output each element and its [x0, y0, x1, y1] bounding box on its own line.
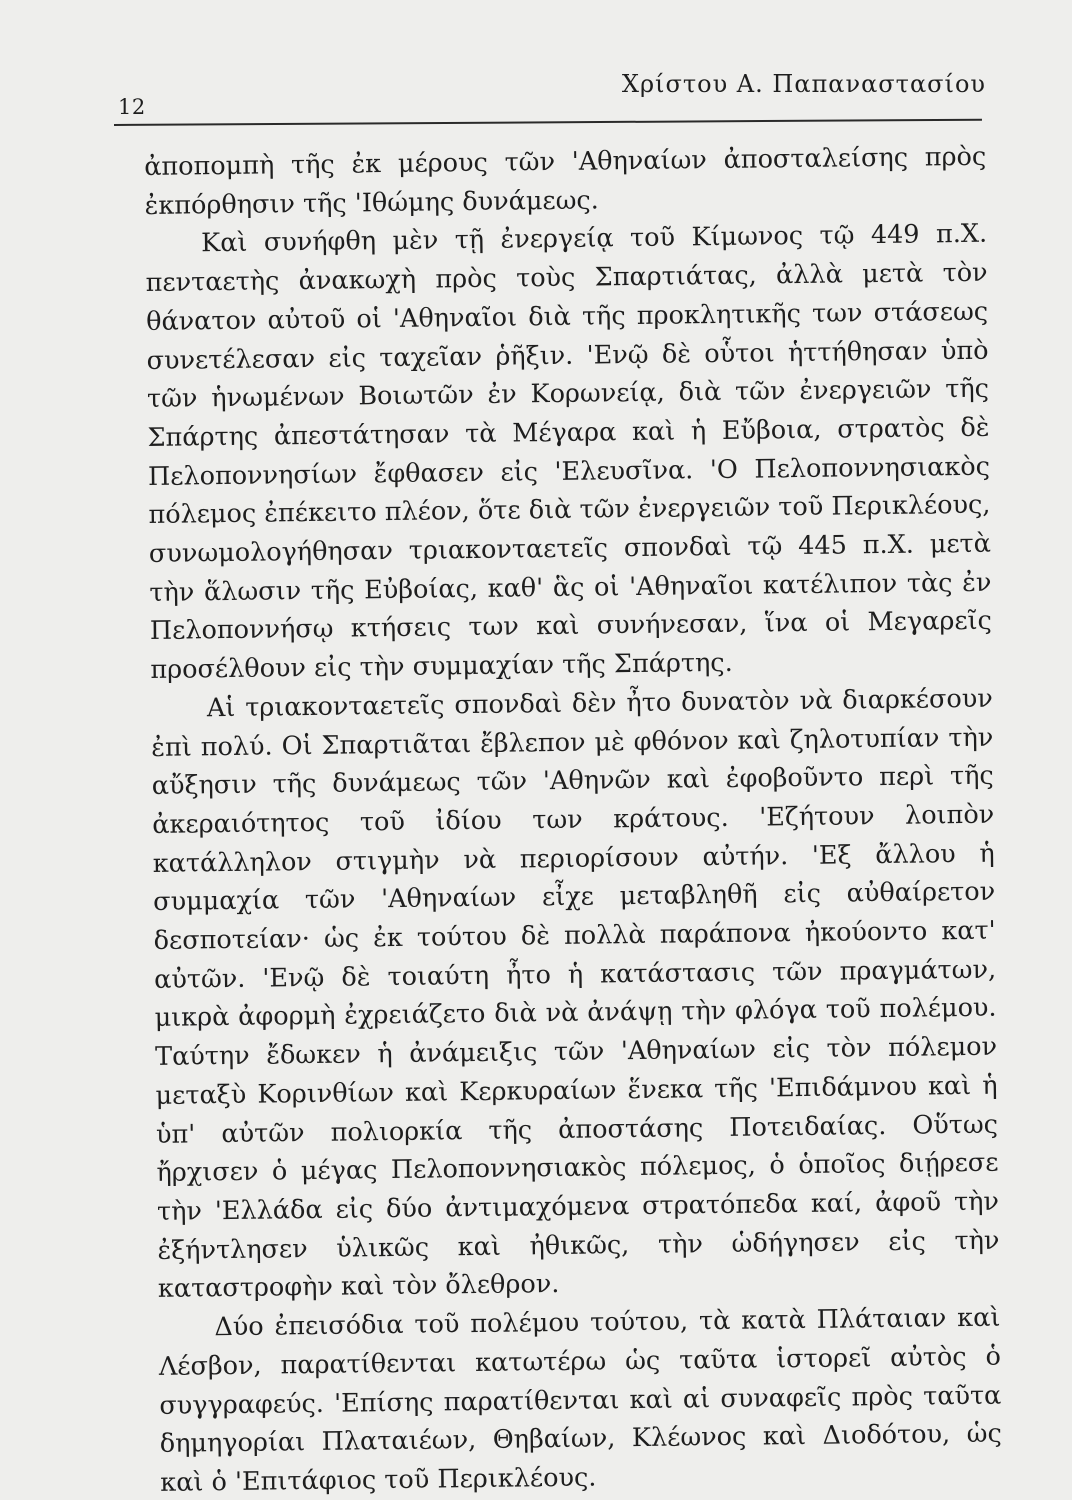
paragraph-war-outbreak: Αἱ τριακονταετεῖς σπονδαὶ δὲν ἦτο δυνατὸν νὰ διαρκέσουν ἐπὶ πολύ. Οἱ Σπαρτιᾶται ἔβλεπον μὲ φθόνον καὶ ζηλοτυπίαν τὴν αὔξησιν τῆς δυνάμεως τῶν 'Αθηνῶν καὶ ἐφοβοῦντο περὶ τῆς ἀκεραιότητος τοῦ ἰδίου των κράτους. 'Εζήτουν λοιπὸν κατάλληλον στιγμὴν νὰ περιορίσουν αὐτήν. 'Εξ ἄλλου ἡ συμμαχία τῶν 'Αθηναίων εἶχε μεταβληθῆ εἰς αὐθαίρετον δεσποτείαν· ὡς ἐκ τούτου δὲ πολλὰ παράπονα ἠκούοντο κατ' αὐτῶν. 'Ενῷ δὲ τοιαύτη ἦτο ἡ κατάστασις τῶν πραγμάτων, μικρὰ ἀφορμὴ ἐχρειάζετο διὰ νὰ ἀνάψῃ τὴν φλόγα τοῦ πολέμου. Ταύτην ἔδωκεν ἡ ἀνάμειξις τῶν 'Αθηναίων εἰς τὸν πόλεμον μεταξὺ Κορινθίων καὶ Κερκυραίων ἕνεκα τῆς 'Επιδάμνου καὶ ἡ ὑπ' αὐτῶν πολιορκία τῆς ἀποστάσης Ποτειδαίας. Οὕτως ἤρχισεν ὁ μέγας Πελοποννησιακὸς πόλεμος, ὁ ὁποῖος διῄρεσε τὴν 'Ελλάδα εἰς δύο ἀντιμαχόμενα στρατόπεδα καί, ἀφοῦ τὴν ἐξήντλησεν ὑλικῶς καὶ ἠθικῶς, τὴν ὡδήγησεν εἰς τὴν καταστροφὴν καὶ τὸν ὄλεθρον.	[151, 683, 1000, 1305]
page-number: 12	[118, 95, 146, 119]
paragraph-continuation: ἀποπομπὴ τῆς ἐκ μέρους τῶν 'Αθηναίων ἀποσταλείσης πρὸς ἐκπόρθησιν τῆς 'Ιθώμης δυνάμεως.	[144, 141, 987, 221]
paragraph-truce: Καὶ συνήφθη μὲν τῇ ἐνεργείᾳ τοῦ Κίμωνος τῷ 449 π.Χ. πενταετὴς ἀνακωχὴ πρὸς τοὺς Σπαρτιάτας, ἀλλὰ μετὰ τὸν θάνατον αὐτοῦ οἱ 'Αθηναῖοι διὰ τῆς προκλητικῆς των στάσεως συνετέλεσαν εἰς ταχεῖαν ῥῆξιν. 'Ενῷ δὲ οὗτοι ἡττήθησαν ὑπὸ τῶν ἡνωμένων Βοιωτῶν ἐν Κορωνείᾳ, διὰ τῶν ἐνεργειῶν τῆς Σπάρτης ἀπεστάτησαν τὰ Μέγαρα καὶ ἡ Εὔβοια, στρατὸς δὲ Πελοποννησίων ἔφθασεν εἰς 'Ελευσῖνα. 'Ο Πελοποννησιακὸς πόλεμος ἐπέκειτο πλέον, ὅτε διὰ τῶν ἐνεργειῶν τοῦ Περικλέους, συνωμολογήθησαν τριακονταετεῖς σπονδαὶ τῷ 445 π.Χ. μετὰ τὴν ἅλωσιν τῆς Εὐβοίας, καθ' ἃς οἱ 'Αθηναῖοι κατέλιπον τὰς ἐν Πελοποννήσῳ κτήσεις των καὶ συνήνεσαν, ἵνα οἱ Μεγαρεῖς προσέλθουν εἰς τὴν συμμαχίαν τῆς Σπάρτης.	[145, 219, 993, 686]
running-title: Χρίστου Α. Παπαναστασίου	[621, 70, 986, 98]
body-text	[144, 138, 1002, 1500]
header-rule	[114, 119, 982, 126]
paragraph-episodes: Δύο ἐπεισόδια τοῦ πολέμου τούτου, τὰ κατὰ Πλάταιαν καὶ Λέσβον, παρατίθενται κατωτέρω ὡς ταῦτα ἱστορεῖ αὐτὸς ὁ συγγραφεύς. 'Επίσης παρατίθενται καὶ αἱ συναφεῖς πρὸς ταῦτα δημηγορίαι Πλαταιέων, Θηβαίων, Κλέωνος καὶ Διοδότου, ὡς καὶ ὁ 'Επιτάφιος τοῦ Περικλέους.	[158, 1302, 1002, 1498]
